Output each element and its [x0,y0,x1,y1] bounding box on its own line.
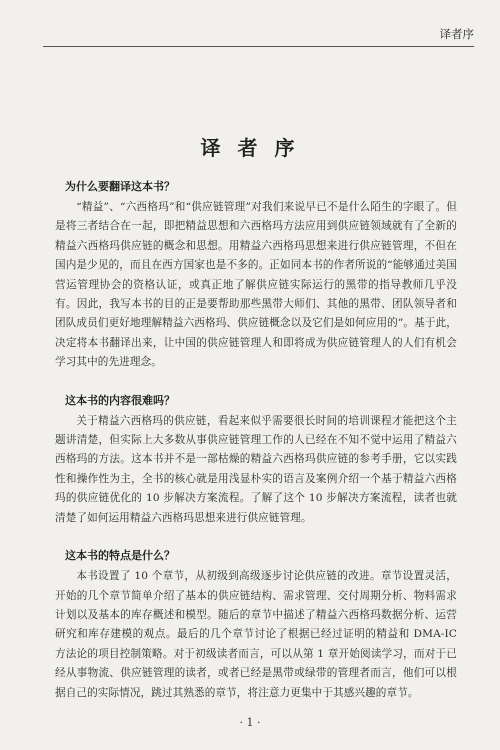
section-heading: 为什么要翻译这本书？ [65,180,175,193]
page-title: 译 者 序 [200,136,300,160]
section-features [55,547,457,703]
section-heading: 这本书的特点是什么？ [65,549,175,563]
running-head: 译者序 [439,27,474,41]
section-heading: 这本书的内容很难吗？ [65,393,175,407]
body-content [55,178,457,722]
paragraph: 本书设置了 10 个章节，从初级到高级逐步讨论供应链的改进。章节设置灵活，开始的几个章节简单介绍了基本的供应链结构、需求管理、交付周期分析、物料需求计划以及基本的库存概述和模型。随后的章节中描述了精益六西格玛数据分析、运营研究和库存建模的观点。最后的几个章节讨论了根据已经过证明的精益和 DMA-IC 方法论的项目控制策略。对于初级读者而言，可以从第 1 章开始阅读学习，而对于已经从事物流、供应链管理的读者，或者已经是黑带或绿带的管理者而言，他们可以根据自己的实际情况，跳过其熟悉的章节，将注意力更集中于其感兴趣的章节。 [55,570,457,699]
section-why-translate [55,178,457,373]
paragraph: 关于精益六西格玛的供应链，看起来似乎需要很长时间的培训课程才能把这个主题讲清楚，但实际上大多数从事供应链管理工作的人已经在不知不觉中运用了精益六西格玛的方法。这本书并不是一部枯燥的精益六西格玛供应链的参考手册，它以实践性和操作性为主，全书的核心就是用浅显朴实的语言及案例介绍一个基于精益六西格玛的供应链优化的 10 步解决方案流程。了解了这个 10 步解决方案流程，读者也就清楚了如何运用精益六西格玛思想来进行供应链管理。 [55,414,457,524]
paragraph: “精益”、“六西格玛”和“供应链管理”对我们来说早已不是什么陌生的字眼了。但是将三者结合在一起，即把精益思想和六西格玛方法应用到供应链领域就有了全新的精益六西格玛供应链的概念和思想。用精益六西格玛思想来进行供应链管理，不但在国内是少见的，而且在西方国家也是不多的。正如同本书的作者所说的“能够通过美国营运管理协会的资格认证，或真正地了解供应链实际运行的黑带的指导教师几乎没有。因此，我写本书的目的正是要帮助那些黑带大师们、其他的黑带、团队领导者和团队成员们更好地理解精益六西格玛、供应链概念以及它们是如何应用的”。基于此，决定将本书翻译出来，让中国的供应链管理人和即将成为供应链管理人的人们有机会学习其中的先进理念。 [55,201,457,369]
section-difficulty [55,392,457,528]
page-number: · 1 · [239,716,261,729]
header-rule [43,46,474,47]
